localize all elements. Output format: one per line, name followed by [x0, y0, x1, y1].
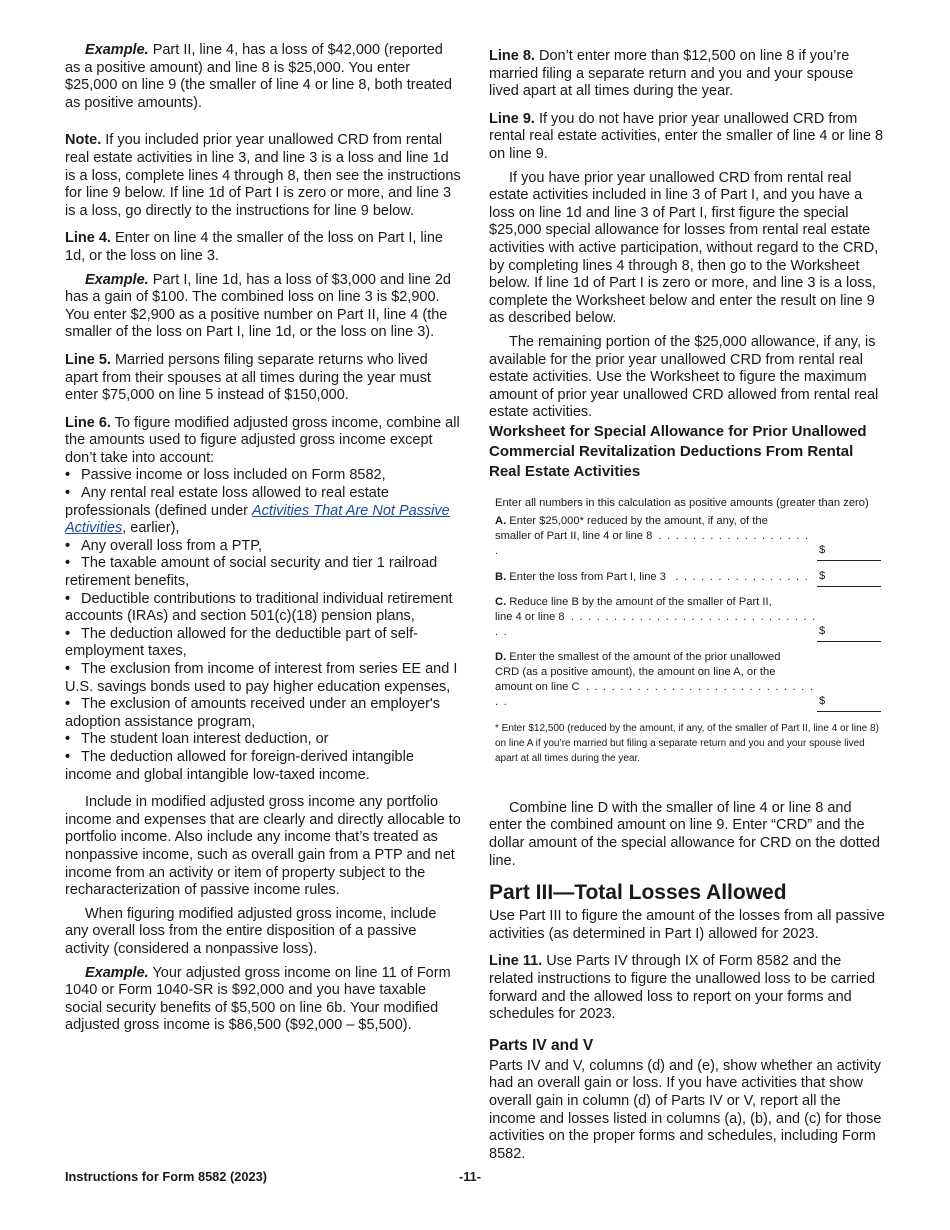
worksheet-row-text [495, 595, 817, 642]
row-label: B. [495, 570, 507, 583]
list-item-text: Any rental real estate loss allowed to real estate professionals (defined under [65, 485, 389, 519]
list-item [65, 555, 462, 590]
list-item-text: The deduction allowed for foreign-derived intangible income and global intangible low-taxed income. [65, 748, 414, 783]
line6-text: To figure modified adjusted gross income, combine all the amounts used to figure adjusted gross income except don’t take into account: [65, 414, 460, 466]
example-text: Part I, line 1d, has a loss of $3,000 and line 2d has a gain of $100. The combined loss on line 3 is $2,900. You enter $2,900 as a positive number on Part II, line 4 (the smaller of the loss on Part I, line 1d, or the loss on line 3). [65, 271, 451, 341]
worksheet [495, 496, 881, 766]
example-paragraph-3 [65, 965, 462, 1035]
bullet-icon: • [65, 537, 71, 554]
row-text: Enter $25,000* reduced by the amount, if any, of the [506, 514, 768, 527]
line11-text: Use Parts IV through IX of Form 8582 and the related instructions to figure the unallowed loss to be carried forward and the allowed loss to report on your forms and schedules for 2023. [489, 953, 876, 1023]
bullet-icon: • [65, 731, 71, 748]
remaining-allowance-paragraph: The remaining portion of the $25,000 allowance, if any, is available for the prior year unallowed CRD from rental real estate activities. Use the Worksheet to figure the maximum amount of prior year unallowed CRD allowed from rental real estate activities. [489, 333, 879, 421]
line5-label: Line 5. [65, 351, 111, 368]
bullet-icon: • [65, 696, 71, 713]
line4-text: Enter on line 4 the smaller of the loss on Part I, line 1d, or the loss on line 3. [65, 230, 444, 264]
footer-form-title: Instructions for Form 8582 (2023) [65, 1169, 267, 1184]
note-paragraph [65, 132, 462, 220]
list-item-text: The student loan interest deduction, or [81, 731, 329, 748]
bullet-icon: • [65, 485, 71, 502]
line11-paragraph [489, 953, 886, 1023]
list-item-text: The taxable amount of social security and tier 1 railroad retirement benefits, [65, 555, 438, 590]
list-item-text: Deductible contributions to traditional individual retirement accounts (IRAs) and section 501(c)(18) pension plans, [65, 590, 453, 625]
bullet-icon: • [65, 661, 71, 677]
worksheet-row-a [495, 514, 881, 561]
combine-paragraph: Combine line D with the smaller of line 4 or line 8 and enter the combined amount on line 9. Enter “CRD” and the dollar amount of the special allowance for CRD on the dotted line. [489, 799, 880, 869]
list-item [65, 696, 462, 731]
worksheet-footnote: * Enter $12,500 (reduced by the amount, if any, of the smaller of Part II, line 4 or line 8) on line A if you’re married but filing a separate return and you and your spouse lived apart at all times during the year. [495, 722, 879, 764]
parts45-heading: Parts IV and V [489, 1036, 594, 1054]
worksheet-row-c [495, 595, 881, 642]
line8-paragraph [489, 48, 886, 101]
worksheet-row-b [495, 569, 881, 587]
line9-paragraph [489, 111, 886, 164]
line4-paragraph [65, 230, 462, 265]
row-text: CRD (as a positive amount), the amount on line A, or the [495, 665, 776, 678]
when-paragraph: When figuring modified adjusted gross income, include any overall loss from the entire disposition of a passive activity (considered a nonpassive loss). [65, 905, 437, 957]
list-item-text: , earlier), [122, 520, 180, 537]
list-item-text: Passive income or loss included on Form 8582, [81, 467, 386, 484]
worksheet-row-text [495, 570, 817, 587]
example-paragraph-2 [65, 272, 462, 342]
list-item-text: The deduction allowed for the deductible part of self-employment taxes, [65, 625, 418, 660]
line8-text: Don’t enter more than $12,500 on line 8 if you’re married filing a separate return and you and your spouse lived apart at all times during the year. [489, 48, 854, 100]
line6-paragraph [65, 415, 462, 468]
list-item [65, 626, 462, 661]
example-label: Example. [85, 964, 149, 981]
note-label: Note. [65, 132, 102, 149]
example-label: Example. [85, 42, 149, 58]
worksheet-intro: Enter all numbers in this calculation as positive amounts (greater than zero) [495, 496, 869, 509]
leader-dots: . . . . . . . . . . . . . . . . . . . [495, 529, 810, 557]
list-item [65, 467, 462, 485]
list-item-text: The exclusion from income of interest from series EE and I U.S. savings bonds used to pay higher education expenses, [65, 661, 458, 695]
line4-label: Line 4. [65, 230, 111, 247]
row-text: Enter the loss from Part I, line 3 [506, 570, 666, 583]
list-item-text: The exclusion of amounts received under an employer's adoption assistance program, [65, 696, 441, 730]
include-paragraph: Include in modified adjusted gross income any portfolio income and expenses that are clearly and directly allocable to portfolio income. Also include any income that’s treated as nonpassive income, such as overall gain from a PTP and net income from an activity or item of property subject to the recharacterization of passive income rules. [65, 794, 461, 899]
row-label: D. [495, 650, 507, 663]
bullet-icon: • [65, 748, 71, 765]
line9-label: Line 9. [489, 110, 535, 127]
exclusions-list [65, 467, 462, 784]
bullet-icon: • [65, 625, 71, 642]
row-text: smaller of Part II, line 4 or line 8 [495, 529, 653, 542]
list-item [65, 749, 462, 784]
row-text: Enter the smallest of the amount of the prior unallowed [506, 650, 781, 663]
part3-paragraph: Use Part III to figure the amount of the losses from all passive activities (as determined in Part I) allowed for 2023. [489, 908, 885, 942]
leader-dots: . . . . . . . . . . . . . . . . . . . . . . . . . . . . . [495, 680, 815, 708]
line5-text: Married persons filing separate returns who lived apart from their spouses at all times during the year must enter $75,000 on line 5 instead of $150,000. [65, 351, 431, 404]
page-number: -11- [459, 1169, 482, 1184]
example-label: Example. [85, 271, 149, 288]
left-column [65, 42, 462, 1035]
right-column [489, 48, 886, 1163]
example-text: Your adjusted gross income on line 11 of Form 1040 or Form 1040-SR is $92,000 and you have taxable social security benefits of $5,500 on line 6b. Your modified adjusted gross income is $86,500 ($92,000 – $5,500). [65, 964, 451, 1034]
amount-field-b[interactable]: $ [817, 569, 881, 587]
line6-label: Line 6. [65, 414, 111, 431]
amount-field-d[interactable]: $ [817, 694, 881, 712]
list-item [65, 661, 462, 696]
worksheet-row-d [495, 650, 881, 712]
bullet-icon: • [65, 590, 71, 607]
row-label: A. [495, 514, 507, 527]
part3-heading: Part III—Total Losses Allowed [489, 881, 787, 905]
bullet-icon: • [65, 555, 71, 572]
row-label: C. [495, 595, 507, 608]
amount-field-c[interactable]: $ [817, 624, 881, 642]
row-text: line 4 or line 8 [495, 610, 565, 623]
line8-label: Line 8. [489, 48, 535, 64]
list-item [65, 731, 462, 749]
line9-text: If you do not have prior year unallowed CRD from rental real estate activities, enter the smaller of line 4 or line 8 on line 9. [489, 110, 884, 162]
list-item [65, 485, 462, 538]
row-text: Reduce line B by the amount of the smaller of Part II, [506, 595, 772, 608]
bullet-icon: • [65, 467, 71, 484]
note-text: If you included prior year unallowed CRD from rental real estate activities in line 3, and line 3 is a loss and line 1d is a loss, complete lines 4 through 8, then see the instructions for line 9 below. If line 1d of Part I is zero or more, and line 3 is a loss, go directly to the instructions for line 9 below. [65, 132, 461, 219]
row-text: amount on line C [495, 680, 580, 693]
list-item-text: Any overall loss from a PTP, [81, 537, 263, 554]
example-paragraph-1 [65, 42, 462, 112]
line11-label: Line 11. [489, 953, 543, 970]
leader-dots: . . . . . . . . . . . . . . . . [675, 570, 809, 583]
line5-paragraph [65, 352, 462, 405]
list-item [65, 538, 462, 556]
amount-field-a[interactable]: $ [817, 543, 881, 561]
parts45-paragraph: Parts IV and V, columns (d) and (e), show whether an activity had an overall gain or loss. If you have activities that show overall gain in column (d) of Parts IV or V, report all the income and losses listed in columns (a), (b), and (c) for those activities on the proper forms and schedules, including Form 8582. [489, 1057, 882, 1162]
list-item [65, 591, 462, 626]
activities-not-passive-link[interactable]: Activities That Are Not Passive Activities [65, 502, 450, 537]
worksheet-title: Worksheet for Special Allowance for Prior Unallowed Commercial Revitalization Deductions From Rental Real Estate Activities [489, 422, 867, 480]
example-text: Part II, line 4, has a loss of $42,000 (reported as a positive amount) and line 8 is $25,000. You enter $25,000 on line 9 (the smaller of line 4 or line 8, both treated as positive amounts). [65, 42, 452, 111]
line9-continued-paragraph: If you have prior year unallowed CRD from rental real estate activities included in line 3 of Part I, and you have a loss on line 1d and line 3 of Part I, first figure the special $25,000 special allowance for losses from rental real estate activities with active participation, without regard to the CRD, by completing lines 4 through 8, then go to the Worksheet below. If line 1d of Part I is zero or more, and line 3 is a loss, complete the Worksheet below and enter the result on line 9 as described below. [489, 169, 879, 327]
worksheet-row-text [495, 514, 817, 561]
worksheet-row-text [495, 650, 817, 712]
leader-dots: . . . . . . . . . . . . . . . . . . . . . . . . . . . . . . . [495, 610, 817, 638]
